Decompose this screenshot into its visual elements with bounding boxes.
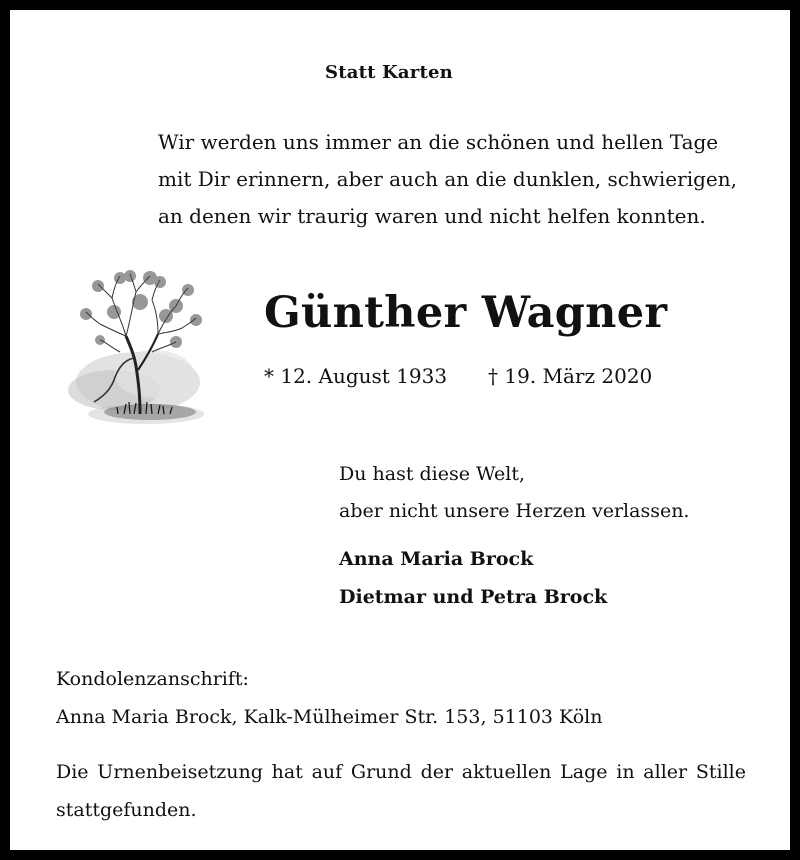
tree-illustration	[54, 262, 210, 438]
death-date: † 19. März 2020	[488, 364, 653, 388]
burial-note: Die Urnenbeisetzung hat auf Grund der aktuellen Lage in aller Stille stattgefunden.	[56, 761, 746, 821]
memorial-quote	[158, 124, 748, 235]
mourner-name: Dietmar und Petra Brock	[339, 586, 608, 608]
quote-line: mit Dir erinnern, aber auch an die dunklen, schwierigen,	[158, 167, 737, 191]
quote-line: Wir werden uns immer an die schönen und hellen Tage	[158, 130, 719, 154]
mourner-name: Anna Maria Brock	[339, 548, 534, 570]
header-statt-karten: Statt Karten	[325, 62, 453, 83]
birth-date: * 12. August 1933	[264, 364, 448, 388]
verse-line: aber nicht unsere Herzen verlassen.	[339, 500, 690, 522]
mourners-list	[339, 540, 607, 616]
deceased-name: Günther Wagner	[264, 288, 668, 338]
condolence-label: Kondolenzanschrift:	[56, 668, 249, 690]
condolence-address: Anna Maria Brock, Kalk-Mülheimer Str. 153, 51103 Köln	[56, 706, 603, 728]
verse	[339, 456, 689, 530]
condolence-section	[56, 660, 602, 736]
verse-line: Du hast diese Welt,	[339, 463, 525, 485]
quote-line: an denen wir traurig waren und nicht helfen konnten.	[158, 204, 706, 228]
